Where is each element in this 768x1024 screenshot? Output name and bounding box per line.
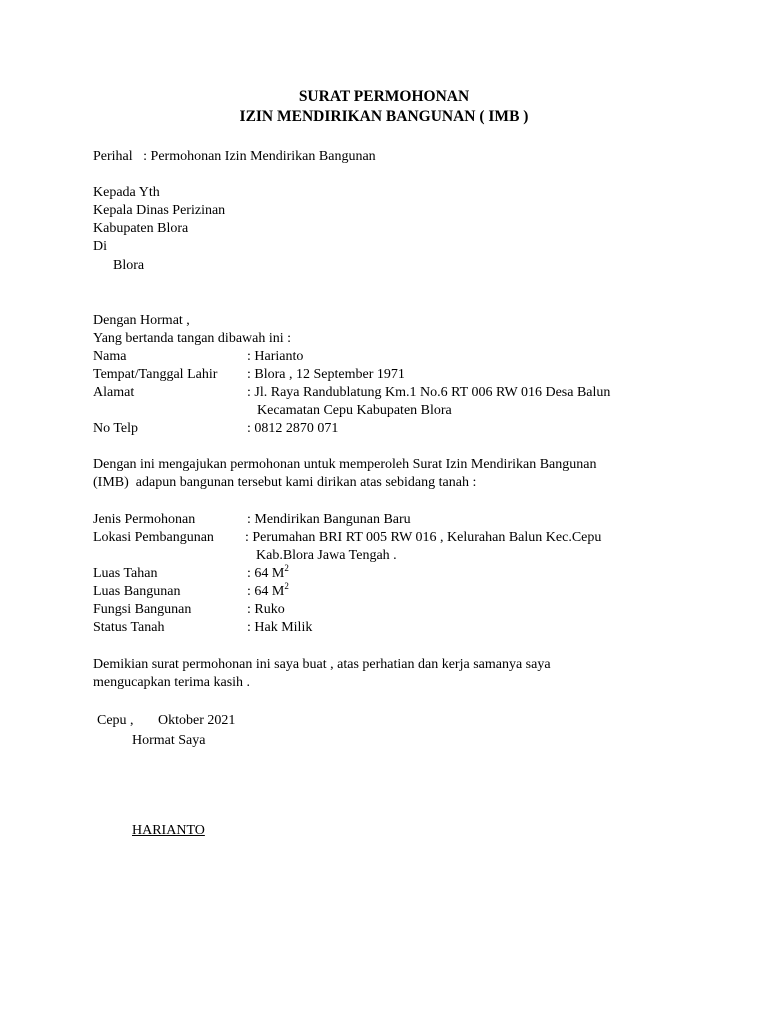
place-date: Cepu , Oktober 2021 [97, 713, 236, 728]
jenis-label: Jenis Permohonan [93, 512, 196, 527]
telp-value: : 0812 2870 071 [247, 421, 339, 436]
status-label: Status Tanah [93, 620, 165, 635]
lokasi-label: Lokasi Pembangunan [93, 530, 214, 545]
request-line-2: (IMB) adapun bangunan tersebut kami dirikan atas sebidang tanah : [93, 475, 477, 490]
lokasi-value-2: Kab.Blora Jawa Tengah . [256, 548, 397, 563]
telp-label: No Telp [93, 421, 139, 436]
fungsi-value: : Ruko [247, 602, 285, 617]
recipient-line-3: Kabupaten Blora [93, 221, 189, 236]
luas-tanah-superscript: 2 [284, 563, 289, 573]
regards: Hormat Saya [132, 733, 206, 748]
luas-tanah-label: Luas Tahan [93, 566, 158, 581]
closing-line-1: Demikian surat permohonan ini saya buat , atas perhatian dan kerja samanya saya [93, 657, 551, 672]
fungsi-label: Fungsi Bangunan [93, 602, 192, 617]
intro-text: Yang bertanda tangan dibawah ini : [93, 331, 292, 346]
greeting: Dengan Hormat , [93, 313, 190, 328]
lokasi-value-1: : Perumahan BRI RT 005 RW 016 , Kelurahan Balun Kec.Cepu [245, 530, 602, 545]
closing-line-2: mengucapkan terima kasih . [93, 675, 251, 690]
alamat-value-2: Kecamatan Cepu Kabupaten Blora [257, 403, 452, 418]
nama-value: : Harianto [247, 349, 304, 364]
signatory-name: HARIANTO [132, 823, 205, 838]
luas-bangunan-label: Luas Bangunan [93, 584, 181, 599]
luas-bangunan-superscript: 2 [284, 581, 289, 591]
letter-subtitle: IZIN MENDIRIKAN BANGUNAN ( IMB ) [239, 108, 529, 125]
perihal-line: Perihal : Permohonan Izin Mendirikan Bangunan [93, 149, 376, 164]
recipient-line-5: Blora [113, 258, 145, 273]
luas-tanah-value: : 64 $M^2$ [247, 563, 289, 581]
nama-label: Nama [93, 349, 127, 364]
recipient-line-4: Di [93, 239, 107, 254]
recipient-line-2: Kepala Dinas Perizinan [93, 203, 226, 218]
alamat-label: Alamat [93, 385, 135, 400]
ttl-value: : Blora , 12 September 1971 [247, 367, 405, 382]
ttl-label: Tempat/Tanggal Lahir [93, 367, 218, 382]
letter-title: SURAT PERMOHONAN [298, 88, 470, 105]
status-value: : Hak Milik [247, 620, 313, 635]
recipient-line-1: Kepada Yth [93, 185, 160, 200]
alamat-value-1: : Jl. Raya Randublatung Km.1 No.6 RT 006 RW 016 Desa Balun [247, 385, 611, 400]
request-line-1: Dengan ini mengajukan permohonan untuk memperoleh Surat Izin Mendirikan Bangunan [93, 457, 597, 472]
luas-bangunan-value: : 64 $M^2$ [247, 581, 289, 599]
jenis-value: : Mendirikan Bangunan Baru [247, 512, 411, 527]
